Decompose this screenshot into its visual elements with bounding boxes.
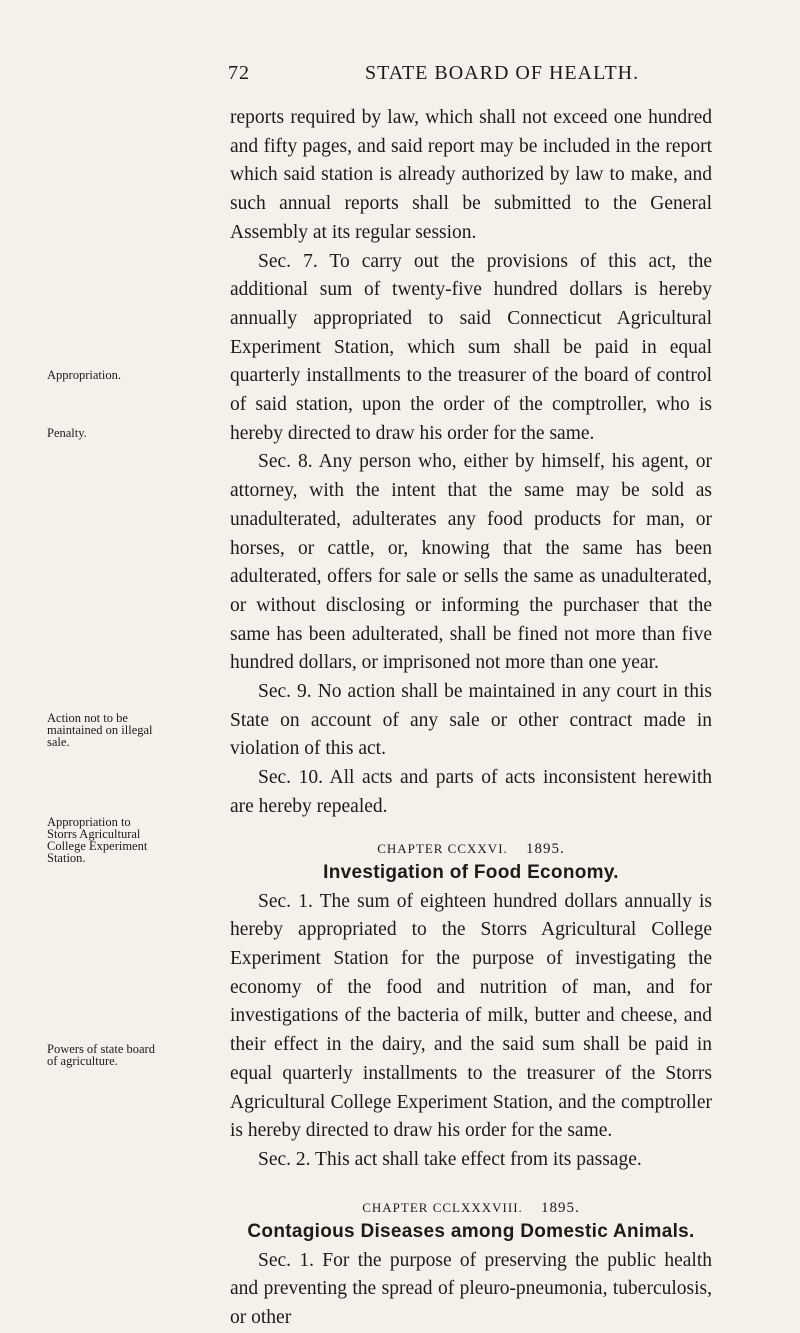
- continued-paragraph: reports required by law, which shall not exceed one hundred and fifty pages, and said report may be included in the report which said station is already authorized by law to make, and such annual reports shall be submitted to the General Assembly at its regular session.: [230, 107, 712, 243]
- margin-note-action-not-maintained: Action not to be maintained on illegal sale.: [47, 711, 153, 749]
- chapter-number-226: CHAPTER CCXXVI.: [377, 840, 508, 856]
- section-10: Sec. 10. All acts and parts of acts inconsistent herewith are hereby repealed.: [230, 767, 712, 817]
- margin-note-penalty: Penalty.: [47, 426, 87, 440]
- margin-note-appropriation: Appropriation.: [47, 368, 121, 382]
- section-7: Sec. 7. To carry out the provisions of this act, the additional sum of twenty-five hundred dollars is hereby annually appropriated to said Connecticut Agricultural Experiment Station, which sum shall be paid in equal quarterly installments to the treasurer of the board of control of said station, upon the order of the comptroller, who is hereby directed to draw his order for the same.: [230, 250, 712, 444]
- chapter-226-section-2: Sec. 2. This act shall take effect from its passage.: [258, 1148, 642, 1170]
- chapter-year-226: 1895.: [526, 840, 565, 857]
- chapter-226-section-1: Sec. 1. The sum of eighteen hundred dollars annually is hereby appropriated to the Storrs Agricultural College Experiment Station for the purpose of investigating the economy of the food and nutrition of man, and for investigations of the bacteria of milk, butter and cheese, and their effect in the dairy, and the said sum shall be paid in equal quarterly installments to the treasurer of the Storrs Agricultural College Experiment Station, and the comptroller is hereby directed to draw his order for the same.: [230, 890, 712, 1142]
- chapter-288-section-1: Sec. 1. For the purpose of preserving the public health and preventing the spread of pleuro-pneumonia, tuberculosis, or other: [230, 1249, 712, 1329]
- running-title: STATE BOARD OF HEALTH.: [365, 62, 640, 84]
- section-8: Sec. 8. Any person who, either by himself, his agent, or attorney, with the intent that the same may be sold as unadulterated, adulterates any food products for man, or horses, or cattle, or, knowing that the same has been adulterated, offers for sale or sells the same as unadulterated, or without disclosing or informing the purchaser that the same has been adulterated, shall be fined not more than five hundred dollars, or imprisoned not more than one year.: [230, 451, 712, 674]
- page-number: 72: [228, 62, 250, 84]
- chapter-heading-288: [230, 1197, 712, 1219]
- page-body: [230, 104, 712, 1333]
- chapter-title-288: Contagious Diseases among Domestic Animals.: [247, 1220, 695, 1242]
- margin-note-appropriation-storrs: Appropriation to Storrs Agricultural College Experiment Station.: [47, 815, 148, 865]
- chapter-title-226: Investigation of Food Economy.: [323, 861, 619, 883]
- margin-note-powers-state-board: Powers of state board of agriculture.: [47, 1042, 155, 1068]
- chapter-number-288: CHAPTER CCLXXXVIII.: [362, 1199, 523, 1215]
- section-9: Sec. 9. No action shall be maintained in any court in this State on account of any sale or other contract made in violation of this act.: [230, 681, 712, 760]
- chapter-heading-226: [230, 838, 712, 860]
- chapter-year-288: 1895.: [541, 1199, 580, 1216]
